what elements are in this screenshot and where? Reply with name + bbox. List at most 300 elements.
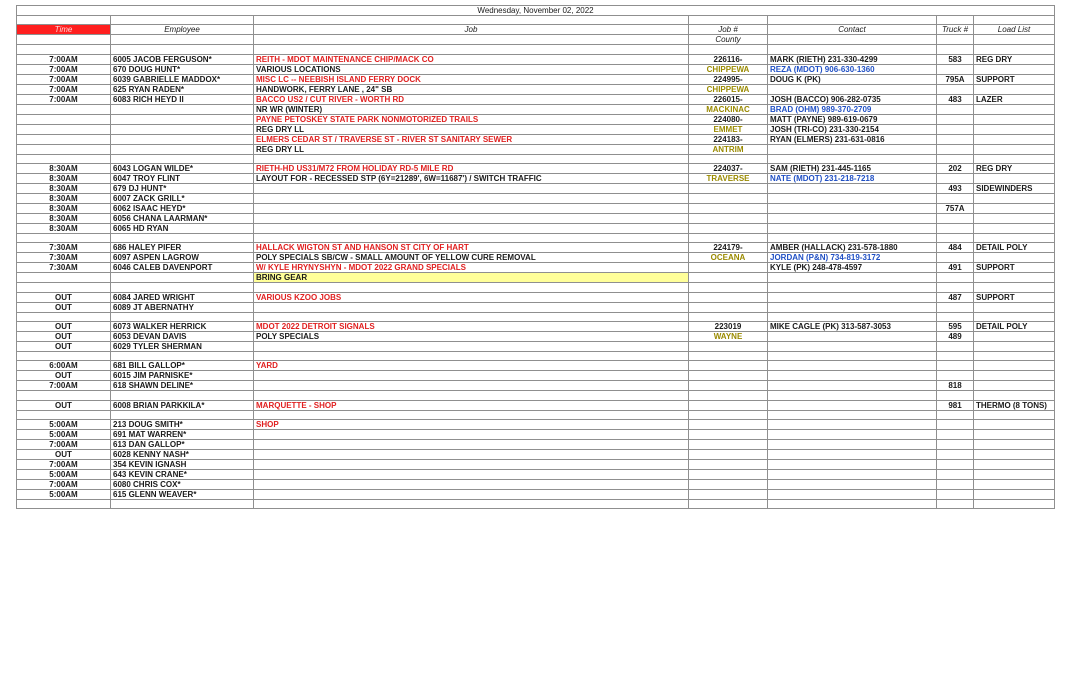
load-list-cell: THERMO (8 TONS)	[974, 400, 1055, 410]
truck-cell	[937, 460, 974, 470]
job-cell	[254, 45, 689, 54]
table-row	[17, 184, 1055, 194]
load-list-cell	[974, 420, 1055, 430]
job-cell: POLY SPECIALS SB/CW - SMALL AMOUNT OF YELLOW CURE REMOVAL	[254, 253, 689, 263]
time-cell	[17, 273, 111, 283]
contact-cell	[768, 154, 937, 163]
job-number-cell	[689, 273, 768, 283]
truck-cell: 595	[937, 322, 974, 332]
time-cell	[17, 104, 111, 114]
time-cell: 8:30AM	[17, 174, 111, 184]
table-row	[17, 45, 1055, 54]
time-cell: 8:30AM	[17, 184, 111, 194]
table-row	[17, 253, 1055, 263]
contact-cell	[768, 234, 937, 243]
table-row	[17, 352, 1055, 361]
contact-cell: KYLE (PK) 248-478-4597	[768, 263, 937, 273]
job-cell: HANDWORK, FERRY LANE , 24" SB	[254, 84, 689, 94]
table-row	[17, 273, 1055, 283]
job-number-cell: WAYNE	[689, 332, 768, 342]
time-cell	[17, 114, 111, 124]
contact-cell: MIKE CAGLE (PK) 313-587-3053	[768, 322, 937, 332]
employee-cell	[111, 45, 254, 54]
time-cell	[17, 144, 111, 154]
job-number-cell: 226015-	[689, 94, 768, 104]
table-row	[17, 410, 1055, 419]
job-number-cell	[689, 214, 768, 224]
table-row	[17, 391, 1055, 400]
contact-cell	[768, 470, 937, 480]
table-row	[17, 54, 1055, 64]
contact-cell: SAM (RIETH) 231-445-1165	[768, 164, 937, 174]
table-row	[17, 243, 1055, 253]
truck-cell	[937, 430, 974, 440]
job-number-cell: CHIPPEWA	[689, 64, 768, 74]
employee-cell: 6065 HD RYAN	[111, 224, 254, 234]
employee-cell: 681 BILL GALLOP*	[111, 361, 254, 371]
truck-cell	[937, 470, 974, 480]
job-number-cell: CHIPPEWA	[689, 84, 768, 94]
job-number-cell	[689, 391, 768, 400]
truck-cell	[937, 480, 974, 490]
job-number-cell	[689, 292, 768, 302]
job-cell: YARD	[254, 361, 689, 371]
time-cell: 7:00AM	[17, 94, 111, 104]
time-cell: 7:00AM	[17, 480, 111, 490]
time-cell: 7:00AM	[17, 460, 111, 470]
job-number-cell	[689, 224, 768, 234]
contact-cell	[768, 352, 937, 361]
table-row	[17, 312, 1055, 321]
time-cell: OUT	[17, 371, 111, 381]
truck-cell	[937, 352, 974, 361]
table-row	[17, 74, 1055, 84]
table-row	[17, 332, 1055, 342]
job-cell	[254, 470, 689, 480]
job-cell: LAYOUT FOR - RECESSED STP (6Y=21289', 6W=11687') / SWITCH TRAFFIC	[254, 174, 689, 184]
table-row	[17, 194, 1055, 204]
time-cell: OUT	[17, 400, 111, 410]
load-list-cell	[974, 470, 1055, 480]
employee-cell: 6039 GABRIELLE MADDOX*	[111, 74, 254, 84]
truck-cell	[937, 214, 974, 224]
contact-cell	[768, 332, 937, 342]
contact-cell	[768, 292, 937, 302]
job-cell: MISC LC -- NEEBISH ISLAND FERRY DOCK	[254, 74, 689, 84]
job-cell: REG DRY LL	[254, 144, 689, 154]
load-list-cell	[974, 224, 1055, 234]
contact-cell: MARK (RIETH) 231-330-4299	[768, 54, 937, 64]
table-row	[17, 164, 1055, 174]
job-cell	[254, 500, 689, 509]
blank-row	[17, 16, 1055, 25]
time-cell: 6:00AM	[17, 361, 111, 371]
job-number-cell: 224995-	[689, 74, 768, 84]
time-cell	[17, 234, 111, 243]
load-list-cell	[974, 144, 1055, 154]
contact-cell	[768, 224, 937, 234]
table-row	[17, 283, 1055, 292]
table-row	[17, 124, 1055, 134]
load-list-cell: REG DRY	[974, 54, 1055, 64]
employee-cell: 6083 RICH HEYD II	[111, 94, 254, 104]
job-cell: SHOP	[254, 420, 689, 430]
time-cell	[17, 283, 111, 292]
time-cell	[17, 391, 111, 400]
employee-cell	[111, 391, 254, 400]
time-cell: 7:30AM	[17, 253, 111, 263]
contact-cell	[768, 440, 937, 450]
employee-cell: 613 DAN GALLOP*	[111, 440, 254, 450]
time-cell: 8:30AM	[17, 194, 111, 204]
job-cell: RIETH-HD US31/M72 FROM HOLIDAY RD-5 MILE RD	[254, 164, 689, 174]
contact-cell: RYAN (ELMERS) 231-631-0816	[768, 134, 937, 144]
truck-cell: 484	[937, 243, 974, 253]
contact-cell	[768, 312, 937, 321]
job-cell	[254, 490, 689, 500]
contact-cell: REZA (MDOT) 906-630-1360	[768, 64, 937, 74]
table-row	[17, 292, 1055, 302]
load-list-cell	[974, 273, 1055, 283]
job-number-cell	[689, 480, 768, 490]
job-number-cell: 224183-	[689, 134, 768, 144]
table-row	[17, 381, 1055, 391]
time-cell: 5:00AM	[17, 420, 111, 430]
job-cell	[254, 214, 689, 224]
employee-cell	[111, 352, 254, 361]
employee-cell	[111, 114, 254, 124]
header-job: Job	[254, 25, 689, 35]
load-list-cell	[974, 174, 1055, 184]
job-cell	[254, 430, 689, 440]
job-number-cell	[689, 470, 768, 480]
job-cell: ELMERS CEDAR ST / TRAVERSE ST - RIVER ST SANITARY SEWER	[254, 134, 689, 144]
table-row	[17, 460, 1055, 470]
load-list-cell	[974, 361, 1055, 371]
job-number-cell: 226116-	[689, 54, 768, 64]
employee-cell	[111, 283, 254, 292]
job-number-cell	[689, 450, 768, 460]
job-cell	[254, 184, 689, 194]
employee-cell	[111, 312, 254, 321]
employee-cell: 679 DJ HUNT*	[111, 184, 254, 194]
employee-cell: 354 KEVIN IGNASH	[111, 460, 254, 470]
contact-cell	[768, 361, 937, 371]
employee-cell	[111, 134, 254, 144]
time-cell: OUT	[17, 332, 111, 342]
employee-cell: 686 HALEY PIFER	[111, 243, 254, 253]
employee-cell: 6029 TYLER SHERMAN	[111, 342, 254, 352]
job-number-cell: 224179-	[689, 243, 768, 253]
time-cell: 7:00AM	[17, 440, 111, 450]
contact-cell: JOSH (BACCO) 906-282-0735	[768, 94, 937, 104]
header-row	[17, 25, 1055, 35]
table-row	[17, 214, 1055, 224]
contact-cell: AMBER (HALLACK) 231-578-1880	[768, 243, 937, 253]
employee-cell: 691 MAT WARREN*	[111, 430, 254, 440]
load-list-cell: SIDEWINDERS	[974, 184, 1055, 194]
job-cell: MDOT 2022 DETROIT SIGNALS	[254, 322, 689, 332]
contact-cell	[768, 214, 937, 224]
job-number-cell	[689, 204, 768, 214]
time-cell: 8:30AM	[17, 224, 111, 234]
load-list-cell	[974, 134, 1055, 144]
employee-cell	[111, 104, 254, 114]
schedule-sheet	[16, 5, 1055, 509]
truck-cell: 818	[937, 381, 974, 391]
truck-cell	[937, 342, 974, 352]
load-list-cell	[974, 460, 1055, 470]
load-list-cell	[974, 84, 1055, 94]
header-load-list: Load List	[974, 25, 1055, 35]
employee-cell: 615 GLENN WEAVER*	[111, 490, 254, 500]
time-cell: 7:30AM	[17, 263, 111, 273]
load-list-cell: LAZER	[974, 94, 1055, 104]
job-cell	[254, 371, 689, 381]
table-row	[17, 430, 1055, 440]
job-cell: W/ KYLE HRYNYSHYN - MDOT 2022 GRAND SPECIALS	[254, 263, 689, 273]
job-cell	[254, 391, 689, 400]
contact-cell	[768, 420, 937, 430]
job-number-cell	[689, 234, 768, 243]
job-cell: MARQUETTE - SHOP	[254, 400, 689, 410]
truck-cell	[937, 194, 974, 204]
truck-cell: 483	[937, 94, 974, 104]
truck-cell	[937, 500, 974, 509]
truck-cell	[937, 104, 974, 114]
truck-cell	[937, 253, 974, 263]
load-list-cell	[974, 450, 1055, 460]
contact-cell	[768, 273, 937, 283]
contact-cell: NATE (MDOT) 231-218-7218	[768, 174, 937, 184]
time-cell	[17, 134, 111, 144]
load-list-cell	[974, 371, 1055, 381]
load-list-cell	[974, 410, 1055, 419]
load-list-cell	[974, 391, 1055, 400]
contact-cell	[768, 84, 937, 94]
truck-cell	[937, 283, 974, 292]
time-cell: 7:30AM	[17, 243, 111, 253]
sheet-date: Wednesday, November 02, 2022	[17, 6, 1055, 16]
job-cell	[254, 342, 689, 352]
table-row	[17, 94, 1055, 104]
job-number-cell: MACKINAC	[689, 104, 768, 114]
load-list-cell	[974, 104, 1055, 114]
truck-cell: 489	[937, 332, 974, 342]
job-cell	[254, 450, 689, 460]
employee-cell: 6056 CHANA LAARMAN*	[111, 214, 254, 224]
employee-cell: 6073 WALKER HERRICK	[111, 322, 254, 332]
truck-cell	[937, 273, 974, 283]
table-row	[17, 174, 1055, 184]
time-cell	[17, 500, 111, 509]
load-list-cell: SUPPORT	[974, 292, 1055, 302]
employee-cell	[111, 273, 254, 283]
employee-cell: 6097 ASPEN LAGROW	[111, 253, 254, 263]
job-number-cell	[689, 440, 768, 450]
table-row	[17, 224, 1055, 234]
load-list-cell: SUPPORT	[974, 263, 1055, 273]
load-list-cell	[974, 302, 1055, 312]
employee-cell	[111, 410, 254, 419]
employee-cell	[111, 124, 254, 134]
table-row	[17, 500, 1055, 509]
load-list-cell	[974, 124, 1055, 134]
job-number-cell: 224037-	[689, 164, 768, 174]
time-cell: 5:00AM	[17, 470, 111, 480]
employee-cell: 6005 JACOB FERGUSON*	[111, 54, 254, 64]
load-list-cell	[974, 381, 1055, 391]
header-county: County	[689, 35, 768, 45]
job-number-cell	[689, 410, 768, 419]
header-contact: Contact	[768, 25, 937, 35]
time-cell: 7:00AM	[17, 84, 111, 94]
job-cell	[254, 204, 689, 214]
table-row	[17, 154, 1055, 163]
job-cell: PAYNE PETOSKEY STATE PARK NONMOTORIZED TRAILS	[254, 114, 689, 124]
employee-cell: 6047 TROY FLINT	[111, 174, 254, 184]
time-cell: 5:00AM	[17, 490, 111, 500]
subheader-row	[17, 35, 1055, 45]
table-row	[17, 144, 1055, 154]
header-time: Time	[17, 25, 111, 35]
table-row	[17, 371, 1055, 381]
load-list-cell	[974, 352, 1055, 361]
job-number-cell	[689, 400, 768, 410]
employee-cell: 6043 LOGAN WILDE*	[111, 164, 254, 174]
job-number-cell: EMMET	[689, 124, 768, 134]
load-list-cell	[974, 480, 1055, 490]
time-cell: 7:00AM	[17, 64, 111, 74]
job-cell	[254, 381, 689, 391]
job-cell	[254, 460, 689, 470]
contact-cell	[768, 371, 937, 381]
employee-cell: 6053 DEVAN DAVIS	[111, 332, 254, 342]
job-number-cell	[689, 194, 768, 204]
load-list-cell: DETAIL POLY	[974, 322, 1055, 332]
load-list-cell	[974, 490, 1055, 500]
contact-cell	[768, 500, 937, 509]
table-row	[17, 114, 1055, 124]
table-row	[17, 302, 1055, 312]
truck-cell: 981	[937, 400, 974, 410]
table-row	[17, 450, 1055, 460]
contact-cell	[768, 450, 937, 460]
load-list-cell: DETAIL POLY	[974, 243, 1055, 253]
contact-cell	[768, 381, 937, 391]
job-cell	[254, 440, 689, 450]
job-number-cell	[689, 283, 768, 292]
contact-cell	[768, 204, 937, 214]
truck-cell	[937, 144, 974, 154]
truck-cell: 202	[937, 164, 974, 174]
load-list-cell	[974, 430, 1055, 440]
truck-cell	[937, 154, 974, 163]
truck-cell	[937, 134, 974, 144]
load-list-cell	[974, 342, 1055, 352]
truck-cell	[937, 64, 974, 74]
contact-cell	[768, 144, 937, 154]
job-number-cell: OCEANA	[689, 253, 768, 263]
time-cell: 8:30AM	[17, 214, 111, 224]
job-number-cell	[689, 420, 768, 430]
contact-cell	[768, 460, 937, 470]
time-cell: OUT	[17, 322, 111, 332]
time-cell: 5:00AM	[17, 430, 111, 440]
job-number-cell	[689, 302, 768, 312]
load-list-cell	[974, 114, 1055, 124]
job-cell	[254, 352, 689, 361]
employee-cell: 6028 KENNY NASH*	[111, 450, 254, 460]
time-cell: 8:30AM	[17, 164, 111, 174]
employee-cell: 213 DOUG SMITH*	[111, 420, 254, 430]
employee-cell: 618 SHAWN DELINE*	[111, 381, 254, 391]
table-row	[17, 204, 1055, 214]
job-number-cell	[689, 263, 768, 273]
load-list-cell	[974, 194, 1055, 204]
time-cell: OUT	[17, 302, 111, 312]
job-cell: VARIOUS KZOO JOBS	[254, 292, 689, 302]
truck-cell	[937, 114, 974, 124]
truck-cell	[937, 124, 974, 134]
load-list-cell	[974, 253, 1055, 263]
load-list-cell	[974, 332, 1055, 342]
truck-cell: 583	[937, 54, 974, 64]
employee-cell: 6084 JARED WRIGHT	[111, 292, 254, 302]
truck-cell	[937, 224, 974, 234]
truck-cell	[937, 420, 974, 430]
job-cell	[254, 410, 689, 419]
truck-cell	[937, 371, 974, 381]
truck-cell	[937, 302, 974, 312]
time-cell: OUT	[17, 292, 111, 302]
job-cell	[254, 302, 689, 312]
load-list-cell	[974, 154, 1055, 163]
job-cell	[254, 234, 689, 243]
contact-cell	[768, 302, 937, 312]
time-cell	[17, 45, 111, 54]
table-row	[17, 400, 1055, 410]
truck-cell	[937, 450, 974, 460]
job-cell: BRING GEAR	[254, 273, 689, 283]
job-number-cell	[689, 371, 768, 381]
employee-cell	[111, 500, 254, 509]
load-list-cell	[974, 45, 1055, 54]
load-list-cell	[974, 440, 1055, 450]
table-row	[17, 64, 1055, 74]
table-row	[17, 234, 1055, 243]
header-job-number: Job #	[689, 25, 768, 35]
table-row	[17, 134, 1055, 144]
job-cell	[254, 194, 689, 204]
truck-cell	[937, 234, 974, 243]
job-cell	[254, 224, 689, 234]
time-cell: OUT	[17, 450, 111, 460]
contact-cell	[768, 391, 937, 400]
time-cell	[17, 312, 111, 321]
table-row	[17, 342, 1055, 352]
load-list-cell	[974, 64, 1055, 74]
employee-cell: 6046 CALEB DAVENPORT	[111, 263, 254, 273]
job-number-cell	[689, 352, 768, 361]
contact-cell: JORDAN (P&N) 734-819-3172	[768, 253, 937, 263]
contact-cell: BRAD (OHM) 989-370-2709	[768, 104, 937, 114]
time-cell	[17, 410, 111, 419]
contact-cell	[768, 45, 937, 54]
table-row	[17, 420, 1055, 430]
date-row	[17, 6, 1055, 16]
job-number-cell	[689, 342, 768, 352]
